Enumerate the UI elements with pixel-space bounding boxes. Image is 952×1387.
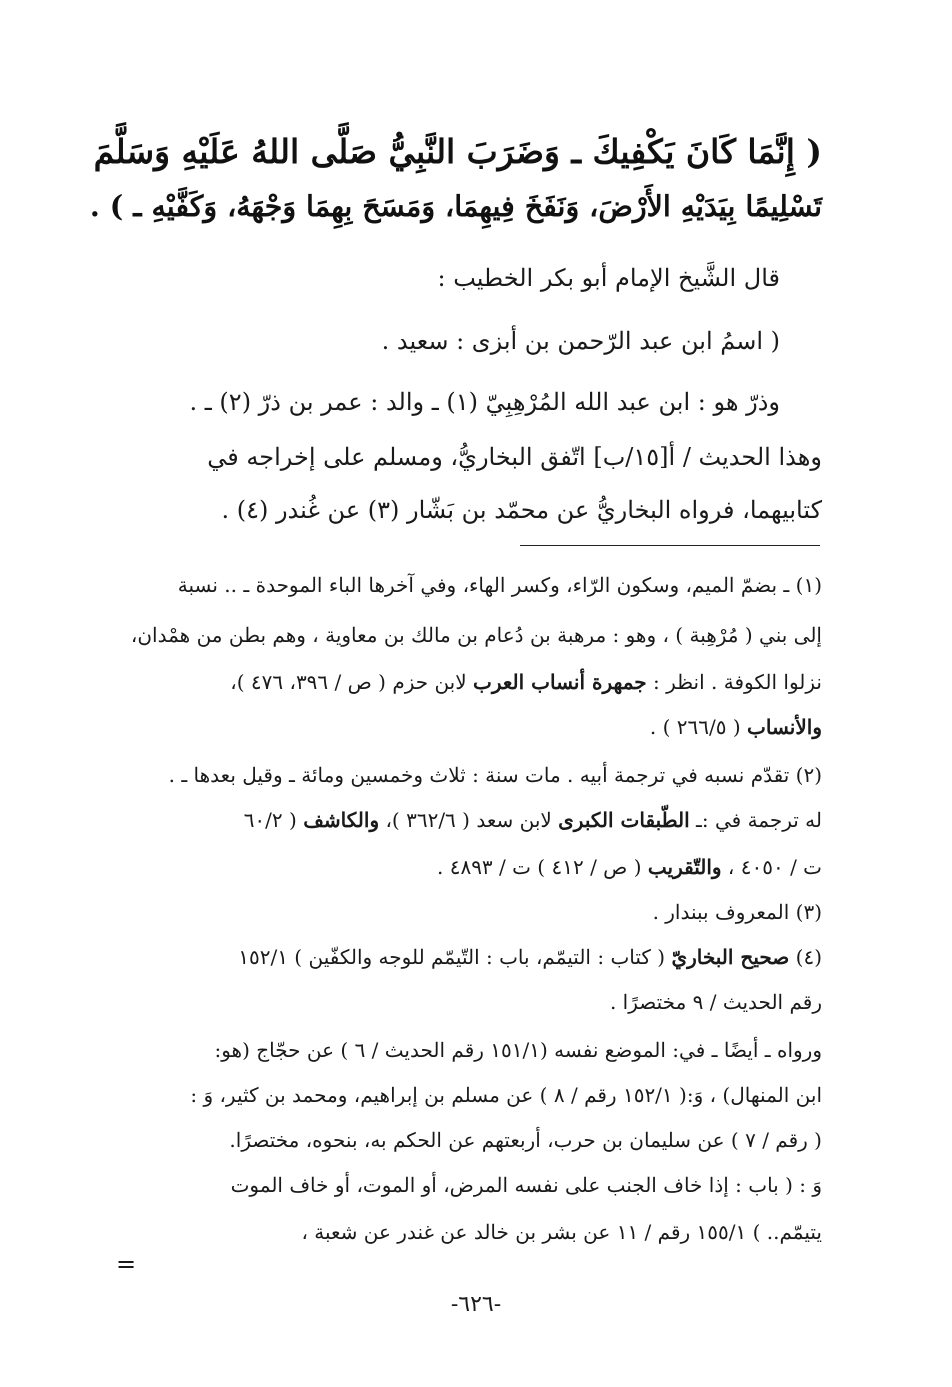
hadith-line-2: تَسْلِيمًا بِيَدَيْهِ الأَرْضَ، وَنَفَخَ فِيهِمَا، وَمَسَحَ بِهِمَا وَجْهَهُ، وَكَفَّيْهِ ـ ) .	[89, 189, 822, 223]
footnote-1-ref: لابن حزم ( ص / ٣٩٦، ٤٧٦ )،	[230, 670, 474, 694]
footnote-2-mid: لابن سعد ( ٣٦٢/٦ )،	[379, 808, 559, 832]
footnote-1-text: نزلوا الكوفة . انظر :	[646, 670, 822, 694]
footnote-1-line-1: (١) ـ بضمّ الميم، وسكون الرّاء، وكسر الهاء، وفي آخرها الباء الموحدة ـ .. نسبة	[177, 573, 822, 597]
footnote-1-line-2: إلى بني ( مُرْهِبة ) ، وهو : مرهبة بن دُعام بن مالك بن معاوية ، وهم بطن من همْدان،	[130, 623, 822, 647]
main-text-line-5: كتابيهما، فرواه البخاريُّ عن محمّد بن بَشّار (٣) عن غُندر (٤) .	[221, 496, 822, 524]
source-title-taqrib: والتّقريب	[647, 855, 722, 879]
footnote-2-line-3-pre: ت / ٤٠٥٠ ،	[721, 855, 822, 879]
hadith-line-1: ( إِنَّمَا كَانَ يَكْفِيكَ ـ وَضَرَبَ النَّبِيُّ صَلَّى اللهُ عَلَيْهِ وَسَلَّمَ	[93, 132, 822, 171]
page-number: -٦٢٦-	[450, 1292, 502, 1317]
footnote-2-line-2	[244, 803, 822, 837]
main-text-line-1: قال الشَّيخ الإمام أبو بكر الخطيب :	[437, 264, 780, 292]
footnote-4-line-3: ورواه ـ أيضًا ـ في: الموضع نفسه (١٥١/١ رقم الحديث / ٦ ) عن حجّاج (هو:	[214, 1038, 822, 1062]
footnote-2-text: له ترجمة في :ـ	[689, 808, 822, 832]
source-title-ansab: والأنساب	[747, 715, 822, 739]
source-title-kashif: والكاشف	[303, 808, 380, 832]
footnote-separator	[520, 545, 820, 546]
main-text-line-3: وذرّ هو : ابن عبد الله المُرْهِبِيّ (١) ـ والد : عمر بن ذرّ (٢) ـ .	[189, 388, 780, 416]
main-text-line-4: وهذا الحديث / أ[١٥/ب] اتّفق البخاريُّ، ومسلم على إخراجه في	[207, 443, 822, 471]
footnote-1-ref-2: ( ٢٦٦/٥ ) .	[649, 715, 748, 739]
footnote-4-line-2: رقم الحديث / ٩ مختصرًا .	[609, 990, 822, 1014]
footnote-4-line-7: يتيمّم.. ) ١٥٥/١ رقم / ١١ عن بشر بن خالد عن غندر عن شعبة ،	[301, 1220, 822, 1244]
source-title-sahih-bukhari: صحيح البخاريّ	[671, 945, 790, 969]
source-title-tabaqat: الطّبقات الكبرى	[558, 808, 690, 832]
footnote-3: (٣) المعروف ببندار .	[652, 900, 822, 924]
footnote-2-post: ( ٦٠/٢	[243, 808, 304, 832]
footnote-4-number: (٤)	[789, 945, 822, 969]
footnote-4-line-4: ابن المنهال) ، وَ:( ١٥٢/١ رقم / ٨ ) عن مسلم بن إبراهيم، ومحمد بن كثير، وَ :	[190, 1083, 822, 1107]
footnote-4-line-1	[238, 940, 822, 974]
footnote-4-line-6: وَ : ( باب : إذا خاف الجنب على نفسه المرض، أو الموت، أو خاف الموت	[230, 1173, 822, 1197]
source-title-jamhara: جمهرة أنساب العرب	[473, 670, 647, 694]
footnote-1-line-4	[650, 710, 822, 744]
footnote-1-line-3	[230, 665, 822, 699]
footnote-2-line-3	[437, 850, 822, 884]
footnote-4-ref: ( كتاب : التيمّم، باب : التّيمّم للوجه والكفّين ) ١٥٢/١	[238, 945, 672, 969]
main-text-line-2: ( اسمُ ابن عبد الرّحمن بن أبزى : سعيد .	[381, 327, 780, 355]
footnote-2-line-3-post: ( ص / ٤١٢ ) ت / ٤٨٩٣ .	[436, 855, 648, 879]
continuation-mark: =	[116, 1250, 137, 1278]
footnote-4-line-5: ( رقم / ٧ ) عن سليمان بن حرب، أربعتهم عن الحكم به، بنحوه، مختصرًا.	[229, 1128, 822, 1152]
footnote-2-line-1: (٢) تقدّم نسبه في ترجمة أبيه . مات سنة : ثلاث وخمسين ومائة ـ وقيل بعدها ـ .	[168, 763, 822, 787]
